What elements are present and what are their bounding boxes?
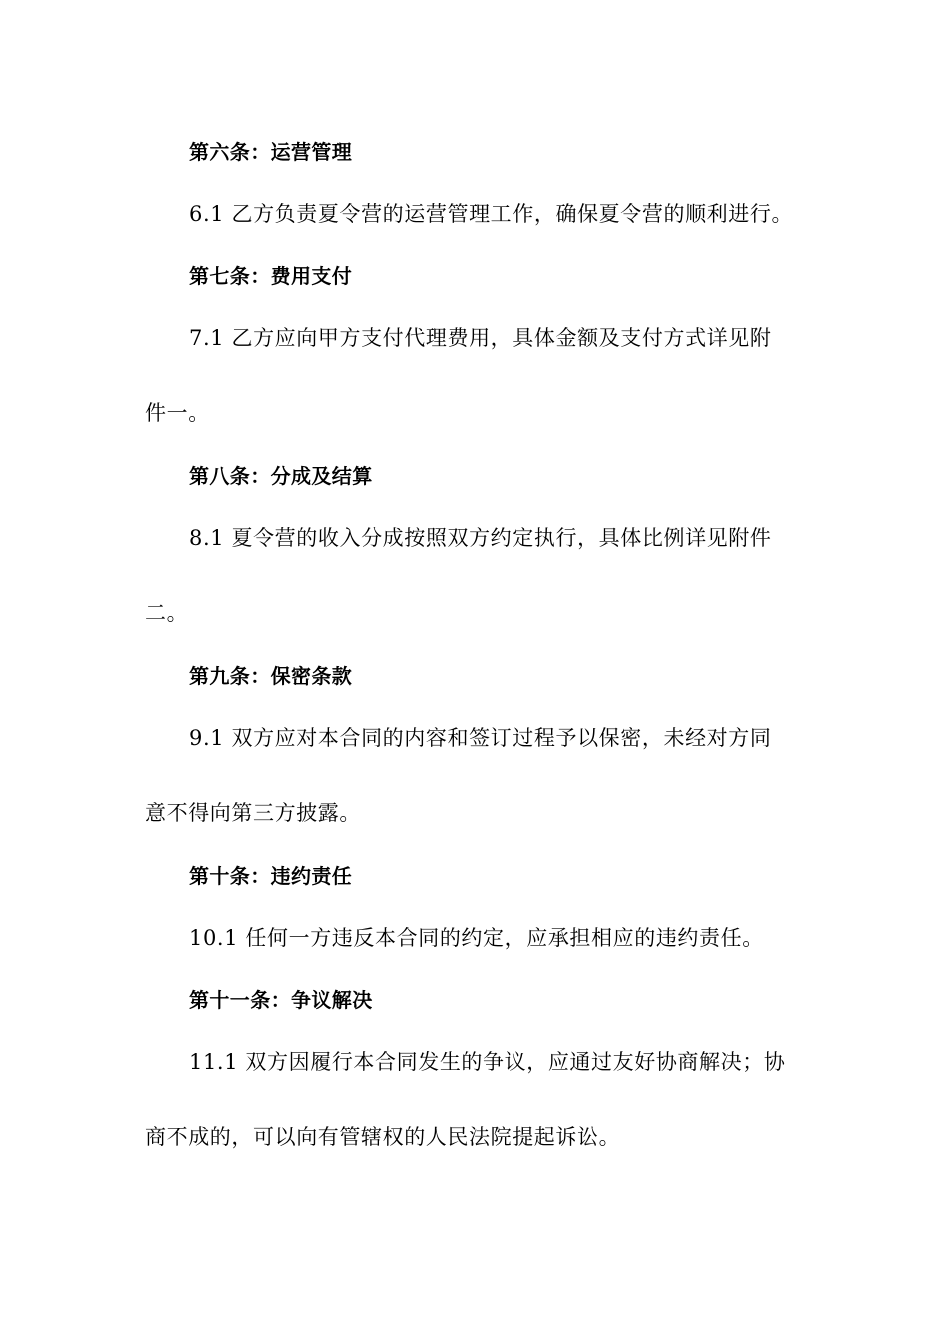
clause-6-1: 6.1 乙方负责夏令营的运营管理工作，确保夏令营的顺利进行。 — [189, 202, 794, 226]
clause-9-1-continuation: 意不得向第三方披露。 — [145, 801, 361, 825]
clause-9-1: 9.1 双方应对本合同的内容和签订过程予以保密，未经对方同 — [189, 726, 772, 750]
clause-11-1-continuation: 商不成的，可以向有管辖权的人民法院提起诉讼。 — [145, 1125, 621, 1149]
section-heading-7: 第七条：费用支付 — [189, 264, 353, 288]
clause-10-1: 10.1 任何一方违反本合同的约定，应承担相应的违约责任。 — [189, 926, 764, 950]
clause-11-1: 11.1 双方因履行本合同发生的争议，应通过友好协商解决；协 — [189, 1050, 786, 1074]
section-heading-9: 第九条：保密条款 — [189, 664, 353, 688]
clause-7-1-continuation: 件一。 — [145, 401, 210, 425]
clause-8-1: 8.1 夏令营的收入分成按照双方约定执行，具体比例详见附件 — [189, 526, 772, 550]
clause-7-1: 7.1 乙方应向甲方支付代理费用，具体金额及支付方式详见附 — [189, 326, 772, 350]
section-heading-8: 第八条：分成及结算 — [189, 464, 373, 488]
section-heading-10: 第十条：违约责任 — [189, 864, 353, 888]
section-heading-11: 第十一条：争议解决 — [189, 988, 373, 1012]
clause-8-1-continuation: 二。 — [145, 601, 189, 625]
section-heading-6: 第六条：运营管理 — [189, 140, 353, 164]
